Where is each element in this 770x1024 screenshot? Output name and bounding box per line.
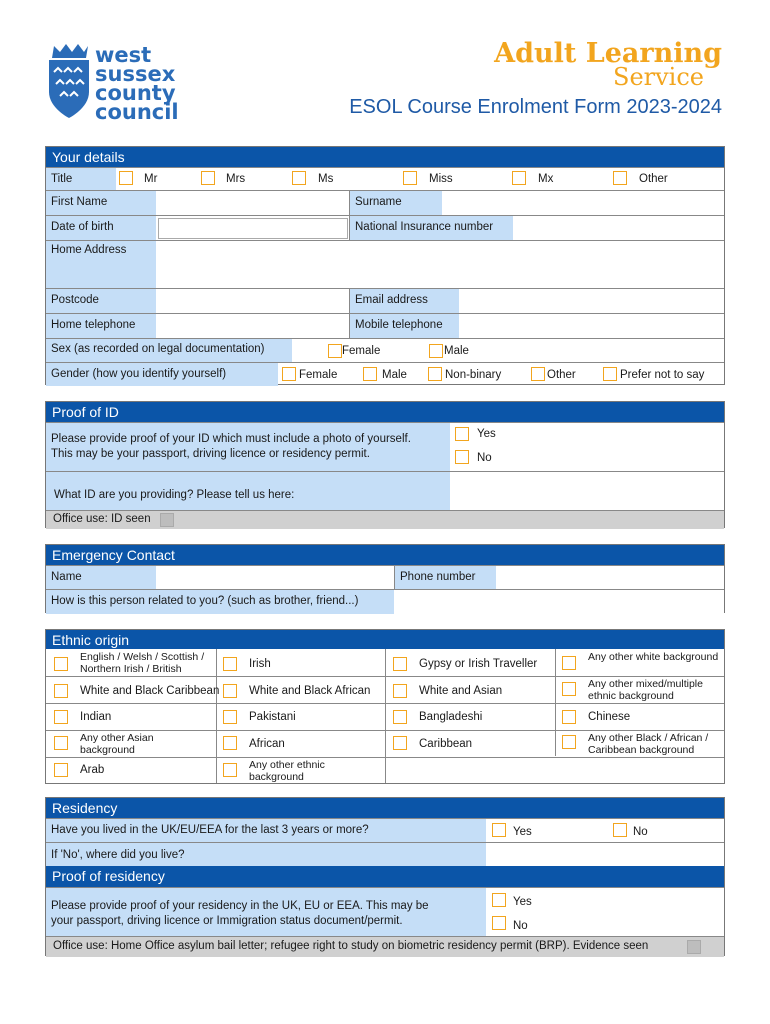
- ethnic-option-label: Bangladeshi: [419, 711, 483, 723]
- surname-label: Surname: [355, 196, 402, 208]
- option-label: No: [633, 826, 648, 838]
- proof-id-text-1: Please provide proof of your ID which must include a photo of yourself.: [51, 433, 411, 445]
- evidence-seen-checkbox[interactable]: [687, 940, 701, 954]
- option-label: Other: [547, 369, 576, 381]
- proof-res-yes-checkbox[interactable]: [492, 893, 506, 907]
- title-mrs-checkbox[interactable]: [201, 171, 215, 185]
- title-row: [46, 167, 724, 191]
- contact-phone-field[interactable]: [496, 566, 724, 590]
- option-label: Male: [382, 369, 407, 381]
- ethnic-option-label: Chinese: [588, 711, 631, 723]
- option-label: Female: [342, 345, 381, 357]
- ethnic-option-label: White and Asian: [419, 685, 503, 697]
- option-label: Mrs: [226, 173, 246, 185]
- ethnic-checkbox[interactable]: [393, 684, 407, 698]
- ethnic-checkbox[interactable]: [223, 684, 237, 698]
- home-tel-field[interactable]: [156, 314, 349, 339]
- office-use-residency-label: Office use: Home Office asylum bail letter; refugee right to study on biometric residency permit (BRP). Evidence seen: [53, 940, 649, 952]
- ethnic-checkbox[interactable]: [54, 736, 68, 750]
- section-heading: Ethnic origin: [46, 630, 724, 649]
- sex-male-checkbox[interactable]: [429, 344, 443, 358]
- title-label: Title: [51, 173, 73, 185]
- option-label: No: [477, 452, 492, 464]
- surname-field[interactable]: [442, 191, 724, 216]
- emergency-contact-section: [45, 544, 725, 613]
- option-label: Mx: [538, 173, 554, 185]
- residency-section: [45, 797, 725, 956]
- home-tel-label: Home telephone: [51, 319, 136, 331]
- ethnic-option-label: Gypsy or Irish Traveller: [419, 658, 538, 670]
- title-other-checkbox[interactable]: [613, 171, 627, 185]
- residency-yes-checkbox[interactable]: [492, 823, 506, 837]
- section-heading: Residency: [46, 798, 724, 818]
- option-label: Mr: [144, 173, 158, 185]
- title-ms-checkbox[interactable]: [292, 171, 306, 185]
- ethnic-checkbox[interactable]: [54, 763, 68, 777]
- logo-line: council: [95, 100, 179, 124]
- ethnic-option-label: Any other Black / African / Caribbean background: [588, 732, 709, 756]
- contact-phone-label: Phone number: [400, 571, 476, 583]
- gender-label: Gender (how you identify yourself): [51, 368, 227, 380]
- ethnic-checkbox[interactable]: [223, 710, 237, 724]
- relation-label: How is this person related to you? (such as brother, friend...): [51, 595, 359, 607]
- council-logo: [46, 42, 181, 124]
- proof-id-text-2: This may be your passport, driving licence or residency permit.: [51, 448, 370, 460]
- ethnic-option-label: White and Black African: [249, 685, 371, 697]
- email-label: Email address: [355, 294, 428, 306]
- sex-female-checkbox[interactable]: [328, 344, 342, 358]
- ethnic-checkbox[interactable]: [223, 657, 237, 671]
- option-label: Miss: [429, 173, 453, 185]
- gender-male-checkbox[interactable]: [363, 367, 377, 381]
- dob-label: Date of birth: [51, 221, 114, 233]
- ethnic-checkbox[interactable]: [393, 736, 407, 750]
- page-title: ESOL Course Enrolment Form 2023-2024: [349, 96, 722, 118]
- ni-field[interactable]: [513, 216, 724, 241]
- email-field[interactable]: [459, 289, 724, 314]
- ni-label: National Insurance number: [355, 221, 494, 233]
- proof-id-no-checkbox[interactable]: [455, 450, 469, 464]
- contact-name-field[interactable]: [156, 566, 394, 590]
- what-id-field[interactable]: [450, 472, 724, 511]
- ethnic-option-label: White and Black Caribbean: [80, 685, 220, 697]
- section-heading: Your details: [46, 147, 724, 167]
- first-name-label: First Name: [51, 196, 108, 208]
- section-heading: Proof of residency: [46, 866, 724, 887]
- ethnic-checkbox[interactable]: [223, 763, 237, 777]
- proof-res-text-2: your passport, driving licence or Immigration status document/permit.: [51, 915, 403, 927]
- section-heading: Proof of ID: [46, 402, 724, 422]
- section-heading: Emergency Contact: [46, 545, 724, 565]
- ethnic-checkbox[interactable]: [54, 657, 68, 671]
- gender-nonbinary-checkbox[interactable]: [428, 367, 442, 381]
- postcode-field[interactable]: [156, 289, 349, 314]
- ethnic-option-label: Any other white background: [588, 651, 719, 663]
- ethnic-checkbox[interactable]: [223, 736, 237, 750]
- option-label: Female: [299, 369, 338, 381]
- ethnic-checkbox[interactable]: [562, 682, 576, 696]
- ethnic-checkbox[interactable]: [562, 656, 576, 670]
- logo-line: sussex: [95, 62, 176, 86]
- sex-label: Sex (as recorded on legal documentation): [51, 343, 265, 355]
- address-field[interactable]: [156, 241, 724, 289]
- title-mr-checkbox[interactable]: [119, 171, 133, 185]
- contact-name-label: Name: [51, 571, 82, 583]
- gender-other-checkbox[interactable]: [531, 367, 545, 381]
- ethnic-checkbox[interactable]: [54, 710, 68, 724]
- ethnic-option-label: Any other ethnic background: [249, 759, 325, 783]
- residency-no-checkbox[interactable]: [613, 823, 627, 837]
- crest-icon: [46, 42, 92, 122]
- brand-title: Adult Learning: [494, 38, 722, 69]
- ethnic-option-label: African: [249, 738, 285, 750]
- what-id-label: What ID are you providing? Please tell us here:: [54, 489, 295, 501]
- office-use-id-label: Office use: ID seen: [53, 513, 151, 525]
- proof-res-no-checkbox[interactable]: [492, 916, 506, 930]
- ethnic-option-label: Pakistani: [249, 711, 296, 723]
- ethnic-option-label: Any other Asian background: [80, 732, 154, 756]
- ethnic-checkbox[interactable]: [393, 657, 407, 671]
- option-label: Ms: [318, 173, 334, 185]
- title-mx-checkbox[interactable]: [512, 171, 526, 185]
- gender-female-checkbox[interactable]: [282, 367, 296, 381]
- mobile-label: Mobile telephone: [355, 319, 443, 331]
- ethnic-option-label: Caribbean: [419, 738, 473, 750]
- ethnic-option-label: English / Welsh / Scottish / Northern Irish / British: [80, 651, 205, 675]
- your-details-section: [45, 146, 725, 385]
- ethnic-option-label: Arab: [80, 764, 105, 776]
- gender-prefer-not-checkbox[interactable]: [603, 367, 617, 381]
- title-miss-checkbox[interactable]: [403, 171, 417, 185]
- relation-field[interactable]: [394, 590, 724, 614]
- brand-subtitle: Service: [613, 63, 704, 91]
- ethnic-checkbox[interactable]: [393, 710, 407, 724]
- ethnic-checkbox[interactable]: [54, 684, 68, 698]
- option-label: Yes: [477, 428, 496, 440]
- ethnic-checkbox[interactable]: [562, 710, 576, 724]
- id-seen-checkbox[interactable]: [160, 513, 174, 527]
- where-lived-label: If 'No', where did you live?: [51, 849, 185, 861]
- ethnic-option-label: Indian: [80, 711, 112, 723]
- ethnic-option-label: Irish: [249, 658, 271, 670]
- option-label: Yes: [513, 826, 532, 838]
- proof-id-yes-checkbox[interactable]: [455, 427, 469, 441]
- option-label: Non-binary: [445, 369, 502, 381]
- proof-id-section: [45, 401, 725, 528]
- option-label: Yes: [513, 896, 532, 908]
- option-label: Other: [639, 173, 668, 185]
- option-label: No: [513, 920, 528, 932]
- address-label: Home Address: [51, 244, 127, 256]
- ethnic-checkbox[interactable]: [562, 735, 576, 749]
- logo-line: west: [95, 43, 152, 67]
- mobile-field[interactable]: [459, 314, 724, 339]
- residency-question: Have you lived in the UK/EU/EEA for the last 3 years or more?: [51, 824, 369, 836]
- where-lived-field[interactable]: [486, 843, 724, 867]
- logo-line: county: [95, 81, 176, 105]
- option-label: Prefer not to say: [620, 369, 705, 381]
- postcode-label: Postcode: [51, 294, 99, 306]
- ethnic-option-label: Any other mixed/multiple ethnic background: [588, 678, 703, 702]
- option-label: Male: [444, 345, 469, 357]
- dob-field[interactable]: [158, 218, 348, 239]
- ethnic-origin-section: [45, 629, 725, 784]
- proof-res-text-1: Please provide proof of your residency in the UK, EU or EEA. This may be: [51, 900, 429, 912]
- first-name-field[interactable]: [156, 191, 349, 216]
